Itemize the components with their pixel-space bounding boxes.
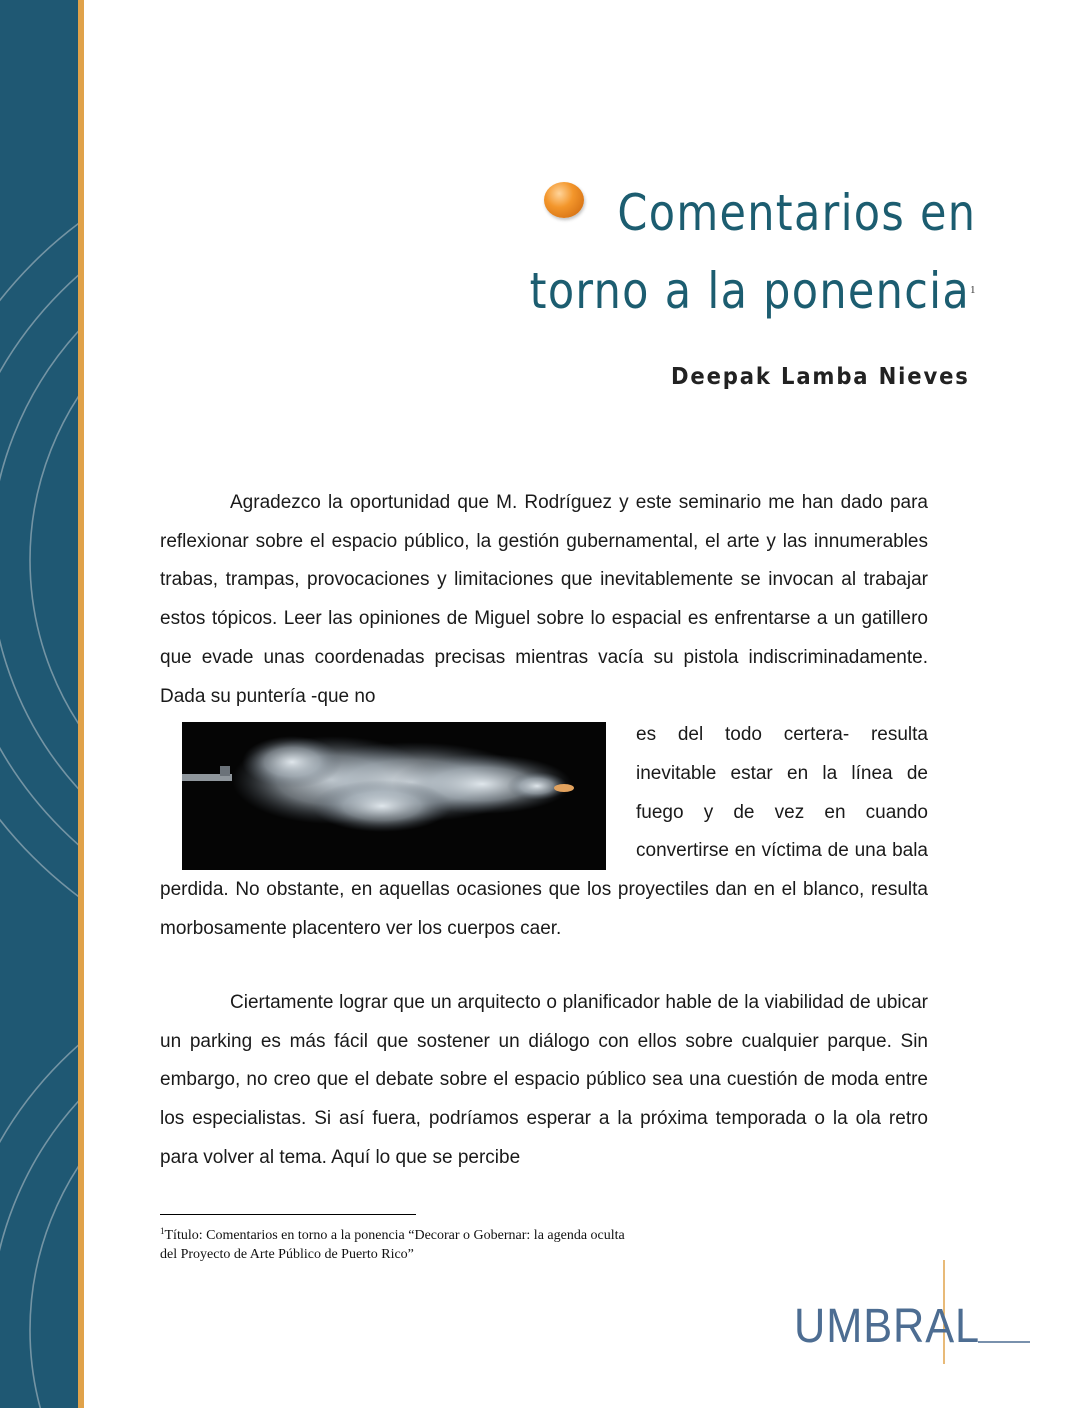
sidebar-arcs <box>0 0 78 1408</box>
footnote-mark: 1 <box>160 1226 165 1236</box>
footnote-line-1: Título: Comentarios en torno a la ponencia “Decorar o Gobernar: la agenda oculta <box>164 1228 625 1243</box>
body-paragraph-2 <box>160 984 928 1178</box>
footnote-line-2: del Proyecto de Arte Público de Puerto Rico” <box>160 1247 414 1262</box>
orange-bullet-icon <box>544 182 584 218</box>
bullet-smoke-photo <box>182 722 606 870</box>
footnote-separator <box>160 1214 416 1215</box>
author-name: Deepak Lamba Nieves <box>671 364 970 390</box>
orange-vertical-rule <box>78 0 84 1408</box>
title-line-2: torno a la ponencia <box>529 262 970 320</box>
title-footnote-mark: 1 <box>970 284 976 296</box>
decorative-sidebar <box>0 0 78 1408</box>
umbral-logo <box>794 1258 1034 1368</box>
para1-text-top: Agradezco la oportunidad que M. Rodríguez y este seminario me han dado para reflexionar sobre el espacio público, la gestión gubernamental, el arte y las innumerables trabas, trampas, provocaciones y limitaciones que inevitablemente se invocan al trabajar estos tópicos. Leer las opiniones de Miguel sobre lo espacial es enfrentarse a un gatillero que evade unas coordenadas precisas mientras vacía su pistola indiscriminadamente. Dada su puntería -que no <box>160 492 928 707</box>
para2-text: Ciertamente lograr que un arquitecto o planificador hable de la viabilidad de ubicar un parking es más fácil que sostener un diálogo con ellos sobre cualquier parque. Sin embargo, no creo que el debate sobre el espacio público sea una cuestión de moda entre los especialistas. Si así fuera, podríamos esperar a la próxima temporada o la ola retro para volver al tema. Aquí lo que se percibe <box>160 992 928 1168</box>
para1-text-rest: es del todo certera- resulta inevitable estar en la línea de fuego y de vez en cuando convertirse en víctima de una bala perdida. No obstante, en aquellas ocasiones que los proyectiles dan en el blanco, resulta morbosamente placentero ver los cuerpos caer. <box>160 724 928 939</box>
body-paragraph-1 <box>160 484 928 948</box>
footnote <box>160 1226 780 1264</box>
logo-wordmark: UMBRAL <box>794 1300 980 1353</box>
title-line-1: Comentarios en <box>617 184 976 242</box>
